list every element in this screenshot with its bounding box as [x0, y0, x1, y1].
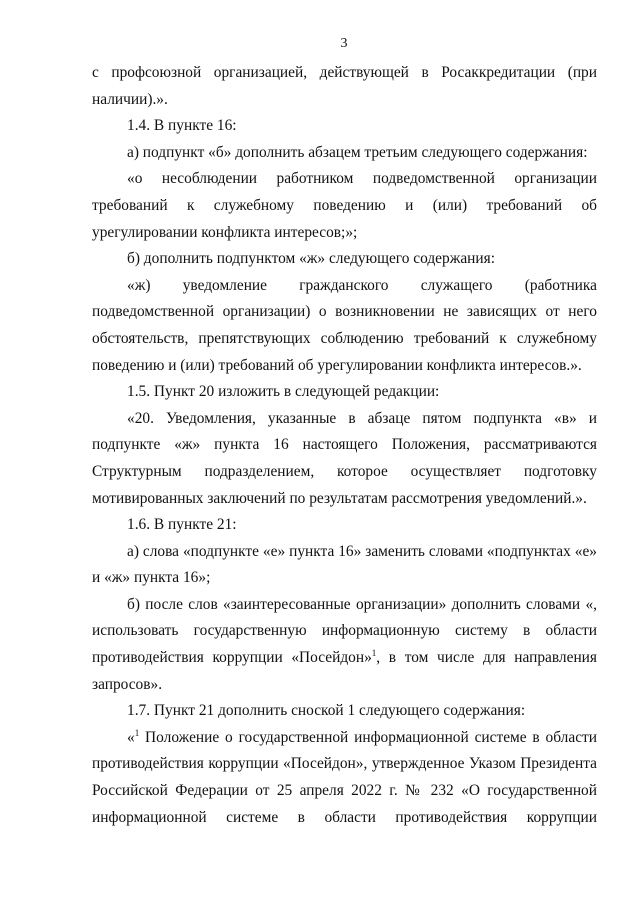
paragraph: «о несоблюдении работником подведомственной организации требований к служебному поведению и (или) требований об урегулировании конфликта интересов;»; [92, 170, 597, 241]
paragraph: а) слова «подпункте «е» пункта 16» заменить словами «подпунктах «е» и «ж» пункта 16»; [92, 542, 597, 587]
footnote-marker: 1 [134, 727, 140, 738]
paragraph: а) подпункт «б» дополнить абзацем третьим следующего содержания: [127, 143, 588, 161]
paragraph: 1.6. В пункте 21: [127, 516, 237, 534]
paragraph: «ж) уведомление гражданского служащего (работника подведомственной организации) о возникновении не зависящих от него обстоятельств, препятствующих соблюдению требований к служебному поведению и (или) требований об урегулировании конфликта интересов.». [92, 276, 597, 374]
paragraph: 1.5. Пункт 20 изложить в следующей редакции: [127, 383, 440, 401]
paragraph: б) дополнить подпунктом «ж» следующего содержания: [127, 250, 495, 268]
paragraph-with-footnote-ref [92, 725, 597, 831]
footnote-marker: 1 [371, 648, 377, 659]
paragraph: 1.4. В пункте 16: [127, 117, 237, 135]
paragraph: с профсоюзной организацией, действующей в Росаккредитации (при наличии).». [92, 64, 597, 108]
paragraph-text: Положение о государственной информационной системе в области противодействия коррупции «Посейдон», утвержденное Указом Президента Российской Федерации от 25 апреля 2022 г. № 232 «О государственной информационной системе в области противодействия коррупции [92, 728, 597, 826]
paragraph-with-footnote-ref [92, 592, 597, 698]
paragraph: 1.7. Пункт 21 дополнить сноской 1 следующего содержания: [127, 702, 526, 720]
paragraph-text: , в том числе для направления запросов». [92, 649, 597, 693]
paragraph-text: « [127, 728, 135, 746]
paragraph-text: б) после слов «заинтересованные организации» дополнить словами «, использовать государственную информационную систему в области противодействия коррупции «Посейдон» [92, 595, 597, 667]
document-body [92, 60, 597, 831]
paragraph: «20. Уведомления, указанные в абзаце пятом подпункта «в» и подпункте «ж» пункта 16 настоящего Положения, рассматриваются Структурным подразделением, которое осуществляет подготовку мотивированных заключений по результатам рассмотрения уведомлений.». [92, 409, 597, 507]
page-number: 3 [340, 36, 348, 51]
